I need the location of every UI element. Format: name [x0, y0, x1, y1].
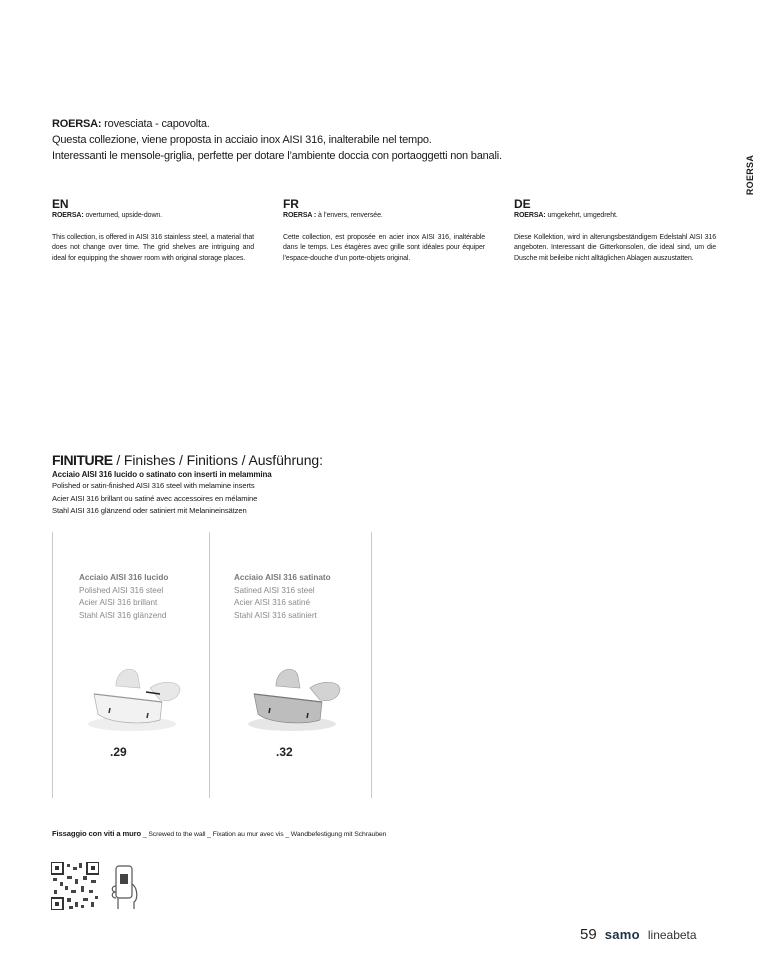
phone-scan-icon: [108, 864, 140, 910]
variant-de: Stahl AISI 316 satiniert: [234, 610, 317, 620]
col-sub: à l’envers, renversée.: [316, 212, 383, 219]
hook-polished-image: [80, 658, 190, 738]
variant-name: Acciaio AISI 316 lucido: [79, 573, 169, 582]
intro-text: [52, 116, 502, 164]
fixing-note: [52, 829, 386, 838]
lang-heading: EN: [52, 197, 69, 211]
variant-polished: [79, 572, 168, 622]
variant-de: Stahl AISI 316 glänzend: [79, 610, 167, 620]
page-footer: [580, 926, 697, 943]
variant-en: Polished AISI 316 steel: [79, 585, 164, 595]
variant-code: .32: [276, 745, 293, 759]
finishes-line: Polished or satin-finished AISI 316 steel with melamine inserts: [52, 481, 255, 490]
col-body: This collection, is offered in AISI 316 stainless steel, a material that does not change over time. The grid shelves are intriguing and ideal for equipping the shower room with original storage places.: [52, 234, 254, 262]
fixing-rest: _ Screwed to the wall _ Fixation au mur avec vis _ Wandbefestigung mit Schrauben: [141, 831, 387, 838]
finishes-section: [52, 452, 323, 518]
side-label: ROERSA: [745, 154, 756, 196]
intro-line-2: Questa collezione, viene proposta in acciaio inox AISI 316, inalterabile nel tempo.: [52, 134, 432, 146]
hook-satin-image: [240, 658, 350, 738]
col-brand: ROERSA:: [52, 212, 84, 219]
divider: [209, 532, 210, 798]
col-sub: umgekehrt, umgedreht.: [545, 212, 618, 219]
divider: [52, 532, 53, 798]
intro-line-3: Interessanti le mensole-griglia, perfette per dotare l’ambiente doccia con portaoggetti non banali.: [52, 150, 502, 162]
finishes-line: Acier AISI 316 brillant ou satiné avec accessoires en mélamine: [52, 493, 258, 503]
divider: [371, 532, 372, 798]
column-de: [514, 197, 716, 264]
lang-heading: FR: [283, 197, 299, 211]
col-sub: overturned, upside-down.: [83, 212, 163, 219]
brand-logo: samo: [604, 927, 640, 942]
lang-heading: DE: [514, 197, 531, 211]
col-body: Diese Kollektion, wird in alterungsbeständigem Edelstahl AISI 316 angeboten. Interessant die Gitterkonsolen, die ideal sind, um die Dusche mit beileibe nicht alltäglichen Ablagen auszustatten.: [514, 234, 716, 262]
col-body: Cette collection, est proposée en acier inox AISI 316, inaltérable dans le temps. Les étagères avec grille sont idéales pour équiper l’espace-douche d’un porte-objets original.: [283, 234, 485, 262]
variant-fr: Acier AISI 316 satiné: [234, 598, 311, 607]
column-fr: [283, 197, 485, 264]
variant-name: Acciaio AISI 316 satinato: [234, 573, 331, 582]
variant-en: Satined AISI 316 steel: [234, 585, 315, 595]
qr-code-icon[interactable]: [51, 862, 99, 910]
finishes-title-rest: / Finishes / Finitions / Ausführung:: [112, 452, 323, 468]
page-number: 59: [580, 926, 597, 943]
variant-satin: [234, 572, 331, 622]
finishes-line: Stahl AISI 316 glänzend oder satiniert mit Melanineinsätzen: [52, 506, 247, 515]
variant-fr: Acier AISI 316 brillant: [79, 598, 158, 607]
fixing-bold: Fissaggio con viti a muro: [52, 829, 142, 838]
variant-code: .29: [110, 745, 127, 759]
intro-brand: ROERSA:: [52, 118, 102, 130]
sub-brand: lineabeta: [647, 928, 697, 942]
col-brand: ROERSA :: [283, 212, 317, 219]
col-brand: ROERSA:: [514, 212, 546, 219]
intro-line-1: rovesciata - capovolta.: [101, 118, 210, 130]
finishes-title-bold: FINITURE: [52, 452, 113, 468]
finishes-subtitle: Acciaio AISI 316 lucido o satinato con inserti in melammina: [52, 470, 272, 479]
column-en: [52, 197, 254, 264]
